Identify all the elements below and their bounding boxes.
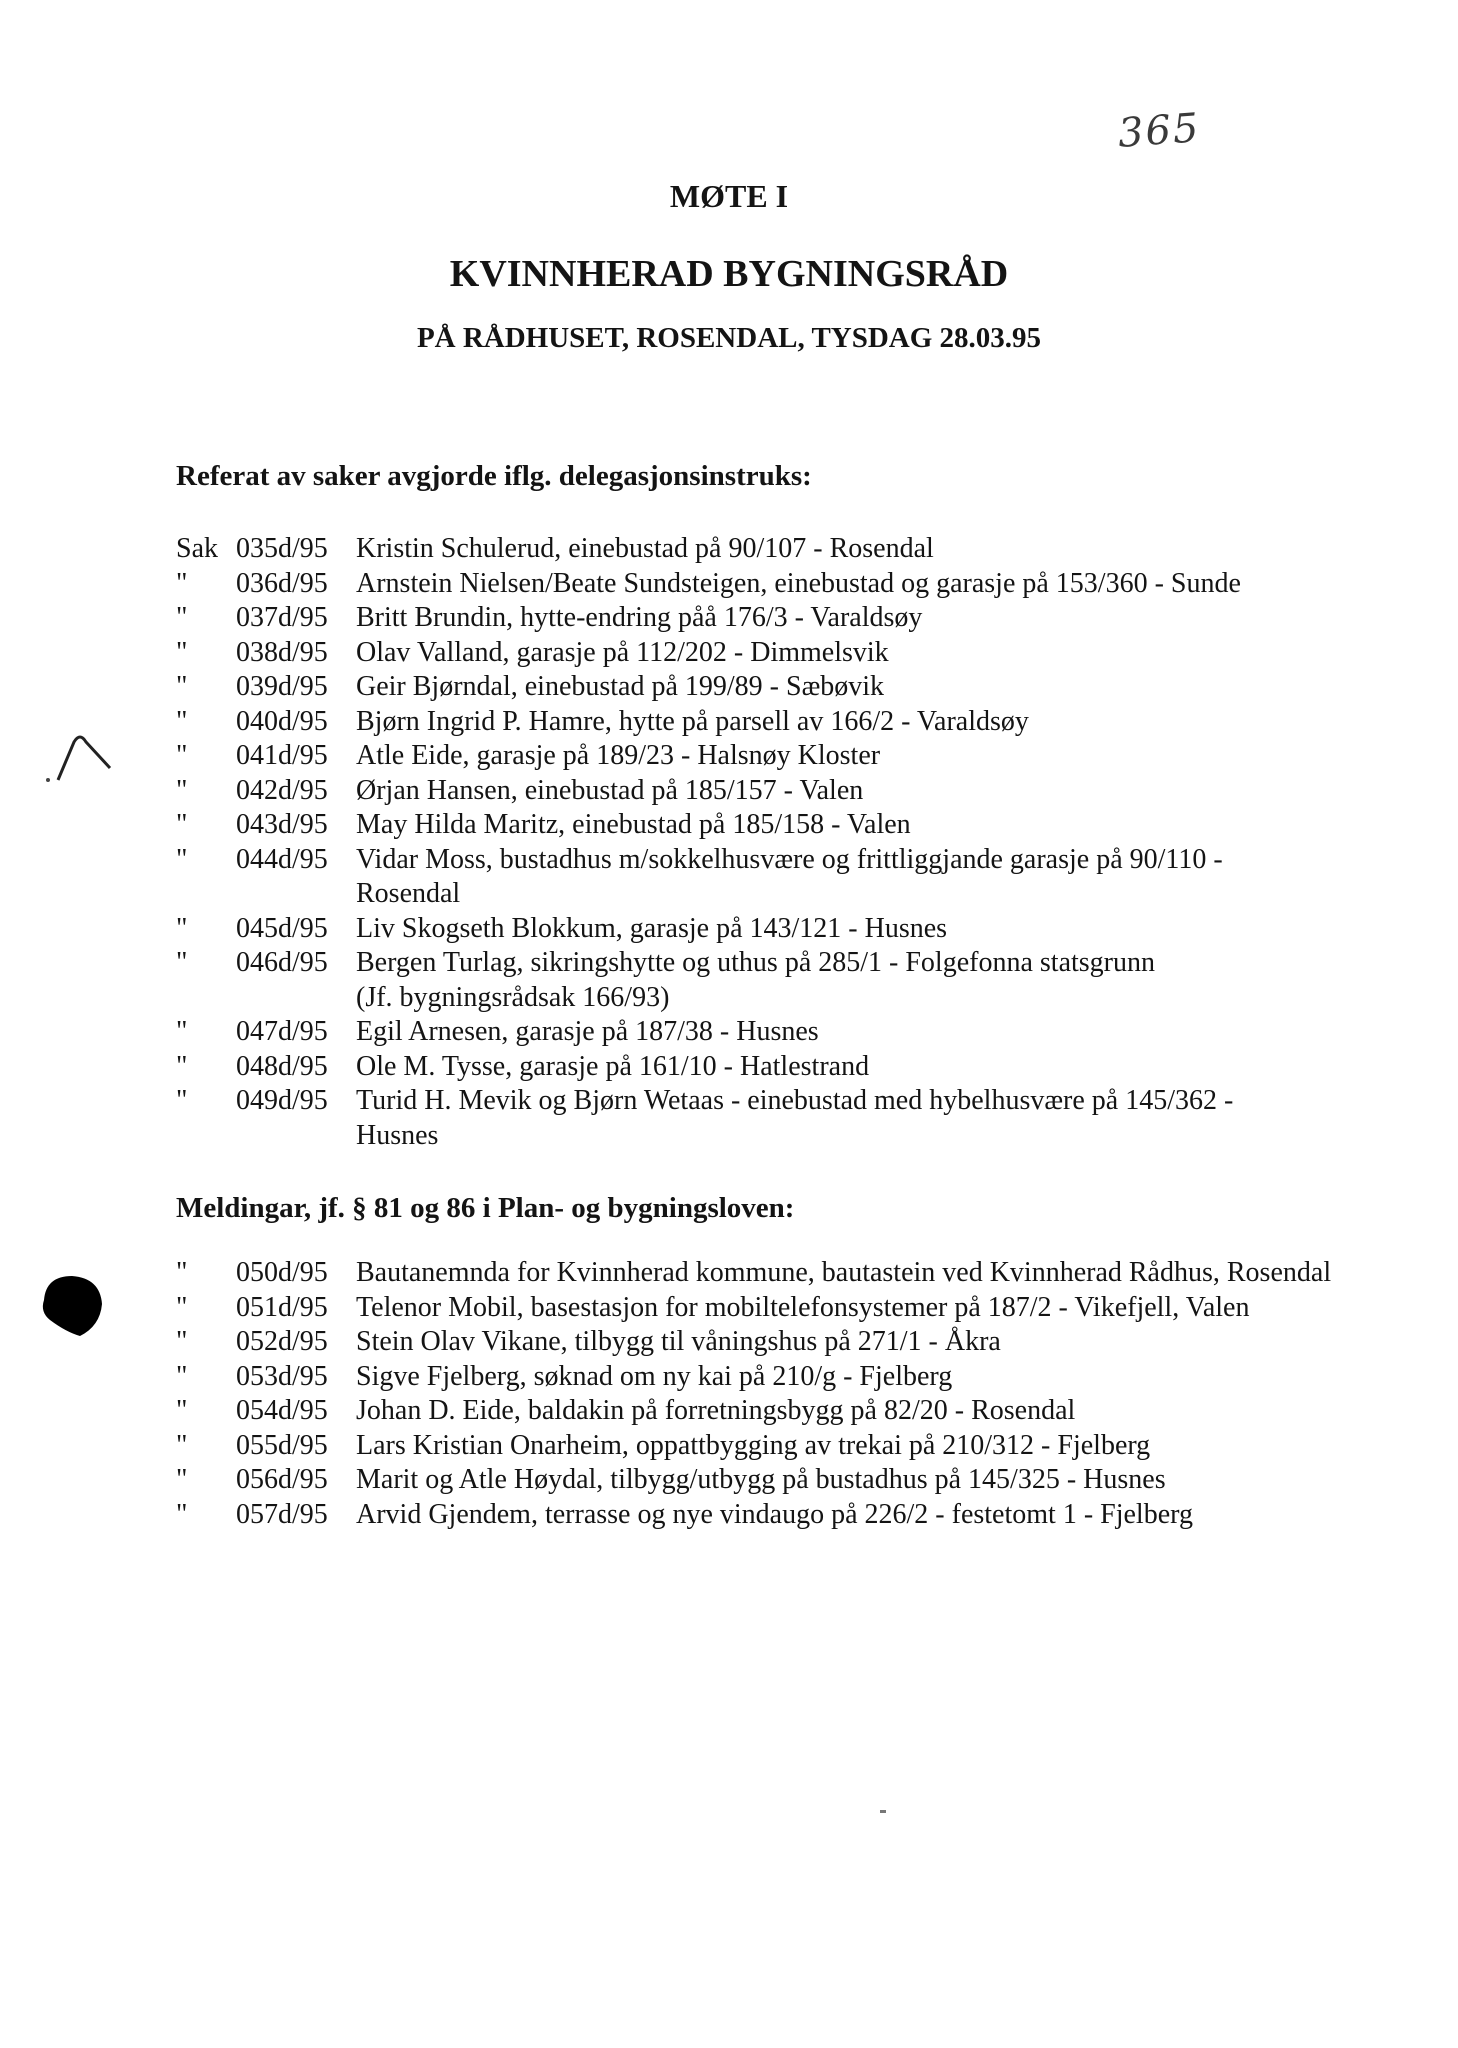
case-number: 051d/95 [236,1291,328,1323]
case-prefix: " [176,1326,188,1357]
case-row [176,1256,1426,1291]
case-row [176,1050,1426,1085]
case-prefix: " [176,774,188,806]
case-description: Arvid Gjendem, terrasse og nye vindaugo på 226/2 - festetomt 1 - Fjelberg [356,1498,1193,1530]
case-number: 036d/95 [236,567,328,599]
case-description: Bautanemnda for Kvinnherad kommune, bautastein ved Kvinnherad Rådhus, Rosendal [356,1257,1332,1288]
case-description: Ørjan Hansen, einebustad på 185/157 - Valen [356,774,864,806]
case-row-continuation [176,877,1426,912]
case-row-continuation [176,1119,1426,1154]
margin-mark [40,728,130,788]
case-description: Ole M. Tysse, garasje på 161/10 - Hatlestrand [356,1050,870,1082]
case-description: Sigve Fjelberg, søknad om ny kai på 210/g - Fjelberg [356,1360,953,1392]
case-number: 056d/95 [236,1464,328,1495]
case-description: Bjørn Ingrid P. Hamre, hytte på parsell av 166/2 - Varaldsøy [356,705,1029,737]
case-number: 053d/95 [236,1360,328,1392]
case-row [176,705,1426,740]
case-prefix: " [176,602,188,633]
case-prefix: " [176,1498,188,1530]
case-row [176,1463,1426,1498]
case-description: Vidar Moss, bustadhus m/sokkelhusvære og frittliggjande garasje på 90/110 - [356,843,1223,875]
case-description: Stein Olav Vikane, tilbygg til våningshus på 271/1 - Åkra [356,1326,1001,1357]
case-number: 044d/95 [236,843,328,875]
case-description: Olav Valland, garasje på 112/202 - Dimmelsvik [356,636,889,668]
case-row [176,1084,1426,1119]
case-row [176,1325,1426,1360]
case-prefix: " [176,1291,188,1323]
case-description: Egil Arnesen, garasje på 187/38 - Husnes [356,1016,819,1047]
case-number: 035d/95 [236,533,328,564]
case-row [176,1498,1426,1533]
case-description: Atle Eide, garasje på 189/23 - Halsnøy Kloster [356,740,881,771]
scan-speck [880,1810,886,1813]
case-row [176,739,1426,774]
case-row [176,1429,1426,1464]
case-row [176,532,1426,567]
case-description: Johan D. Eide, baldakin på forretningsbygg på 82/20 - Rosendal [356,1395,1076,1426]
case-row [176,808,1426,843]
case-row [176,567,1426,602]
case-row [176,1015,1426,1050]
case-row [176,843,1426,878]
case-prefix: " [176,705,188,737]
case-prefix: " [176,1016,188,1047]
section-heading-referat: Referat av saker avgjorde iflg. delegasjonsinstruks: [176,460,812,492]
case-row [176,636,1426,671]
case-number: 040d/95 [236,705,328,737]
case-prefix: " [176,1395,188,1426]
case-description: Kristin Schulerud, einebustad på 90/107 - Rosendal [356,533,934,564]
case-row-continuation [176,981,1426,1016]
case-description: Geir Bjørndal, einebustad på 199/89 - Sæbøvik [356,671,885,702]
case-prefix: " [176,1429,188,1461]
case-number: 043d/95 [236,809,328,840]
meeting-place-date: PÅ RÅDHUSET, ROSENDAL, TYSDAG 28.03.95 [416,322,1042,354]
case-description: Bergen Turlag, sikringshytte og uthus på 285/1 - Folgefonna statsgrunn [356,947,1155,978]
case-number: 042d/95 [236,774,328,806]
case-number: 045d/95 [236,912,328,944]
case-row [176,912,1426,947]
case-row [176,946,1426,981]
meeting-title: MØTE I [669,178,789,214]
case-number: 055d/95 [236,1429,328,1461]
case-prefix: " [176,671,188,702]
punch-hole-mark [36,1270,106,1340]
case-prefix: " [176,1085,188,1116]
case-number: 048d/95 [236,1050,328,1082]
case-row [176,774,1426,809]
case-prefix: " [176,740,188,771]
case-prefix: " [176,636,188,668]
case-prefix: Sak [176,533,218,564]
case-row [176,601,1426,636]
case-prefix: " [176,1050,188,1082]
case-prefix: " [176,947,188,978]
case-row [176,1291,1426,1326]
case-description-continuation: Rosendal [356,878,461,909]
case-description: Telenor Mobil, basestasjon for mobiltelefonsystemer på 187/2 - Vikefjell, Valen [356,1291,1250,1323]
case-number: 039d/95 [236,671,328,702]
case-number: 057d/95 [236,1498,328,1530]
case-list-referat [176,532,1426,1153]
case-description: Arnstein Nielsen/Beate Sundsteigen, einebustad og garasje på 153/360 - Sunde [356,567,1241,599]
case-prefix: " [176,1257,188,1288]
case-row [176,1394,1426,1429]
case-number: 049d/95 [236,1085,328,1116]
case-number: 037d/95 [236,602,328,633]
case-description: Turid H. Mevik og Bjørn Wetaas - einebustad med hybelhusvære på 145/362 - [356,1085,1234,1116]
case-description: Liv Skogseth Blokkum, garasje på 143/121 - Husnes [356,912,948,944]
case-description: Marit og Atle Høydal, tilbygg/utbygg på bustadhus på 145/325 - Husnes [356,1464,1166,1495]
board-title: KVINNHERAD BYGNINGSRÅD [449,253,1009,295]
case-prefix: " [176,809,188,840]
case-prefix: " [176,843,188,875]
handwritten-page-number: 365 [1116,105,1202,157]
case-description: Britt Brundin, hytte-endring påå 176/3 - Varaldsøy [356,602,923,633]
case-row [176,670,1426,705]
case-description-continuation: (Jf. bygningsrådsak 166/93) [356,981,670,1013]
case-prefix: " [176,1464,188,1495]
case-number: 054d/95 [236,1395,328,1426]
case-number: 050d/95 [236,1257,328,1288]
case-list-meldingar [176,1256,1426,1532]
case-description: Lars Kristian Onarheim, oppattbygging av trekai på 210/312 - Fjelberg [356,1429,1151,1461]
case-row [176,1360,1426,1395]
case-number: 038d/95 [236,636,328,668]
case-description: May Hilda Maritz, einebustad på 185/158 - Valen [356,809,911,840]
case-prefix: " [176,1360,188,1392]
case-number: 047d/95 [236,1016,328,1047]
case-number: 041d/95 [236,740,328,771]
case-number: 052d/95 [236,1326,328,1357]
section-heading-meldingar: Meldingar, jf. § 81 og 86 i Plan- og bygningsloven: [176,1192,795,1224]
case-description-continuation: Husnes [356,1119,439,1151]
case-prefix: " [176,567,188,599]
case-prefix: " [176,912,188,944]
case-number: 046d/95 [236,947,328,978]
